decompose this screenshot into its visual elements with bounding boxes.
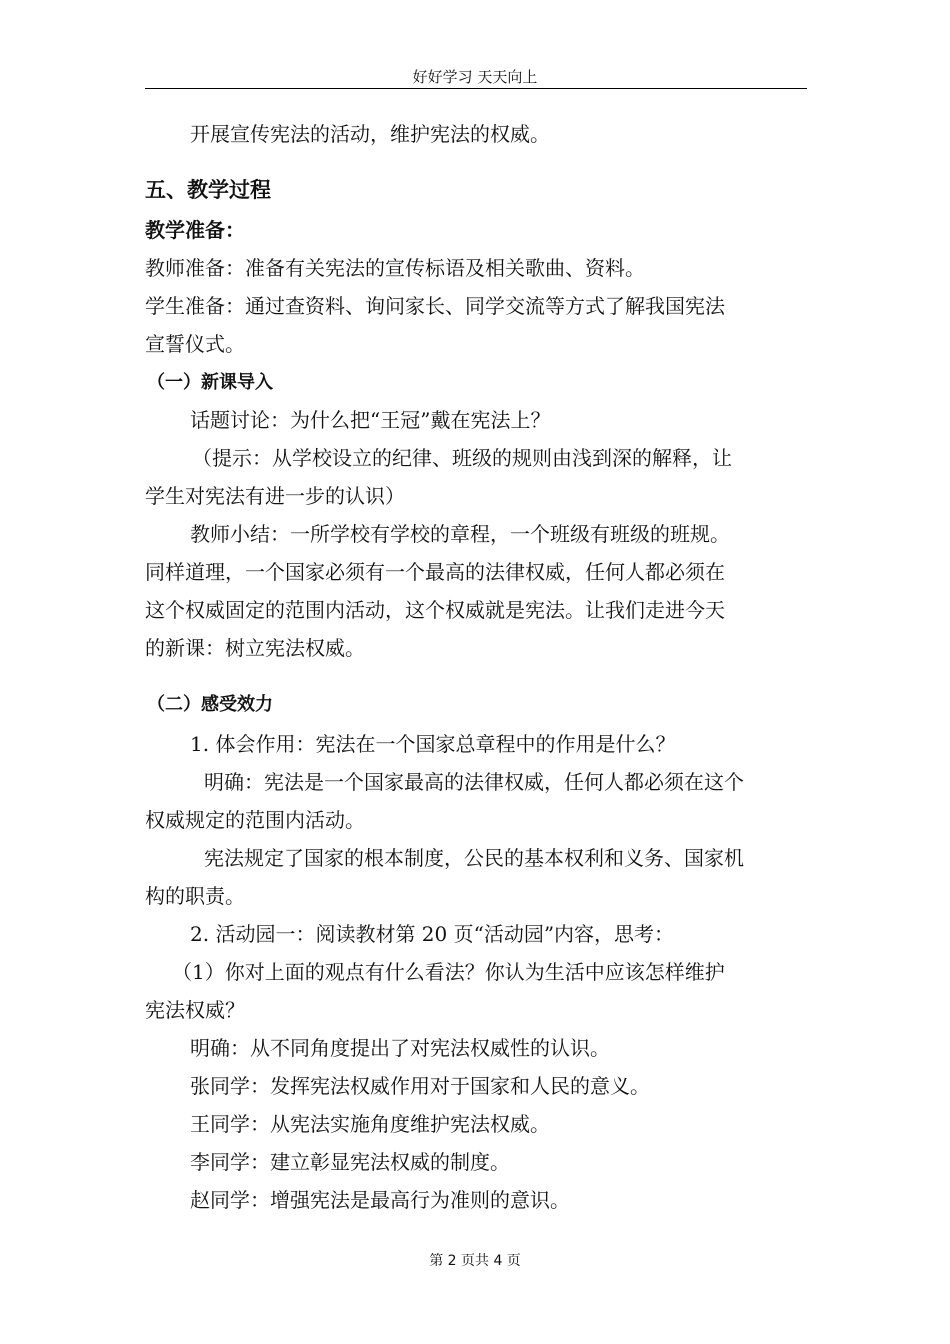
paragraph-line: 权威规定的范围内活动。 — [145, 808, 365, 832]
subsection-heading: （一）新课导入 — [147, 372, 273, 393]
paragraph-line: 这个权威固定的范围内活动，这个权威就是宪法。让我们走进今天 — [145, 598, 725, 622]
paragraph-line: 赵同学：增强宪法是最高行为准则的意识。 — [190, 1188, 570, 1212]
section-heading: 五、教学过程 — [145, 178, 271, 202]
paragraph-line: （1）你对上面的观点有什么看法？你认为生活中应该怎样维护 — [172, 960, 725, 984]
paragraph-line: 张同学：发挥宪法权威作用对于国家和人民的意义。 — [190, 1074, 650, 1098]
paragraph-line: （提示：从学校设立的纪律、班级的规则由浅到深的解释，让 — [192, 446, 732, 470]
paragraph-line: 明确：从不同角度提出了对宪法权威性的认识。 — [190, 1036, 610, 1060]
paragraph-line: 教师小结：一所学校有学校的章程，一个班级有班级的班规。 — [190, 522, 730, 546]
paragraph-line: 学生对宪法有进一步的认识） — [145, 484, 405, 508]
paragraph-line: 2. 活动园一：阅读教材第 20 页“活动园”内容，思考： — [190, 922, 675, 946]
paragraph-line: 构的职责。 — [145, 884, 245, 908]
paragraph-line: 学生准备：通过查资料、询问家长、同学交流等方式了解我国宪法 — [145, 294, 725, 318]
paragraph-line: 宪法规定了国家的根本制度，公民的基本权利和义务、国家机 — [204, 846, 744, 870]
paragraph-line: 王同学：从宪法实施角度维护宪法权威。 — [190, 1112, 550, 1136]
paragraph-line: 宪法权威？ — [145, 998, 245, 1022]
paragraph-line: 开展宣传宪法的活动，维护宪法的权威。 — [190, 122, 550, 146]
paragraph-line: 同样道理，一个国家必须有一个最高的法律权威，任何人都必须在 — [145, 560, 725, 584]
subheading: 教学准备： — [145, 218, 245, 242]
page-header: 好好学习 天天向上 — [412, 68, 538, 86]
paragraph-line: 宣誓仪式。 — [145, 332, 245, 356]
header-divider — [145, 88, 807, 89]
subsection-heading: （二）感受效力 — [147, 694, 273, 715]
paragraph-line: 话题讨论：为什么把“王冠”戴在宪法上？ — [190, 408, 551, 432]
paragraph-line: 教师准备：准备有关宪法的宣传标语及相关歌曲、资料。 — [145, 256, 645, 280]
paragraph-line: 1. 体会作用：宪法在一个国家总章程中的作用是什么？ — [190, 732, 676, 756]
paragraph-line: 李同学：建立彰显宪法权威的制度。 — [190, 1150, 510, 1174]
paragraph-line: 的新课：树立宪法权威。 — [145, 636, 365, 660]
page-number: 第 2 页共 4 页 — [429, 1253, 521, 1269]
paragraph-line: 明确：宪法是一个国家最高的法律权威，任何人都必须在这个 — [204, 770, 744, 794]
